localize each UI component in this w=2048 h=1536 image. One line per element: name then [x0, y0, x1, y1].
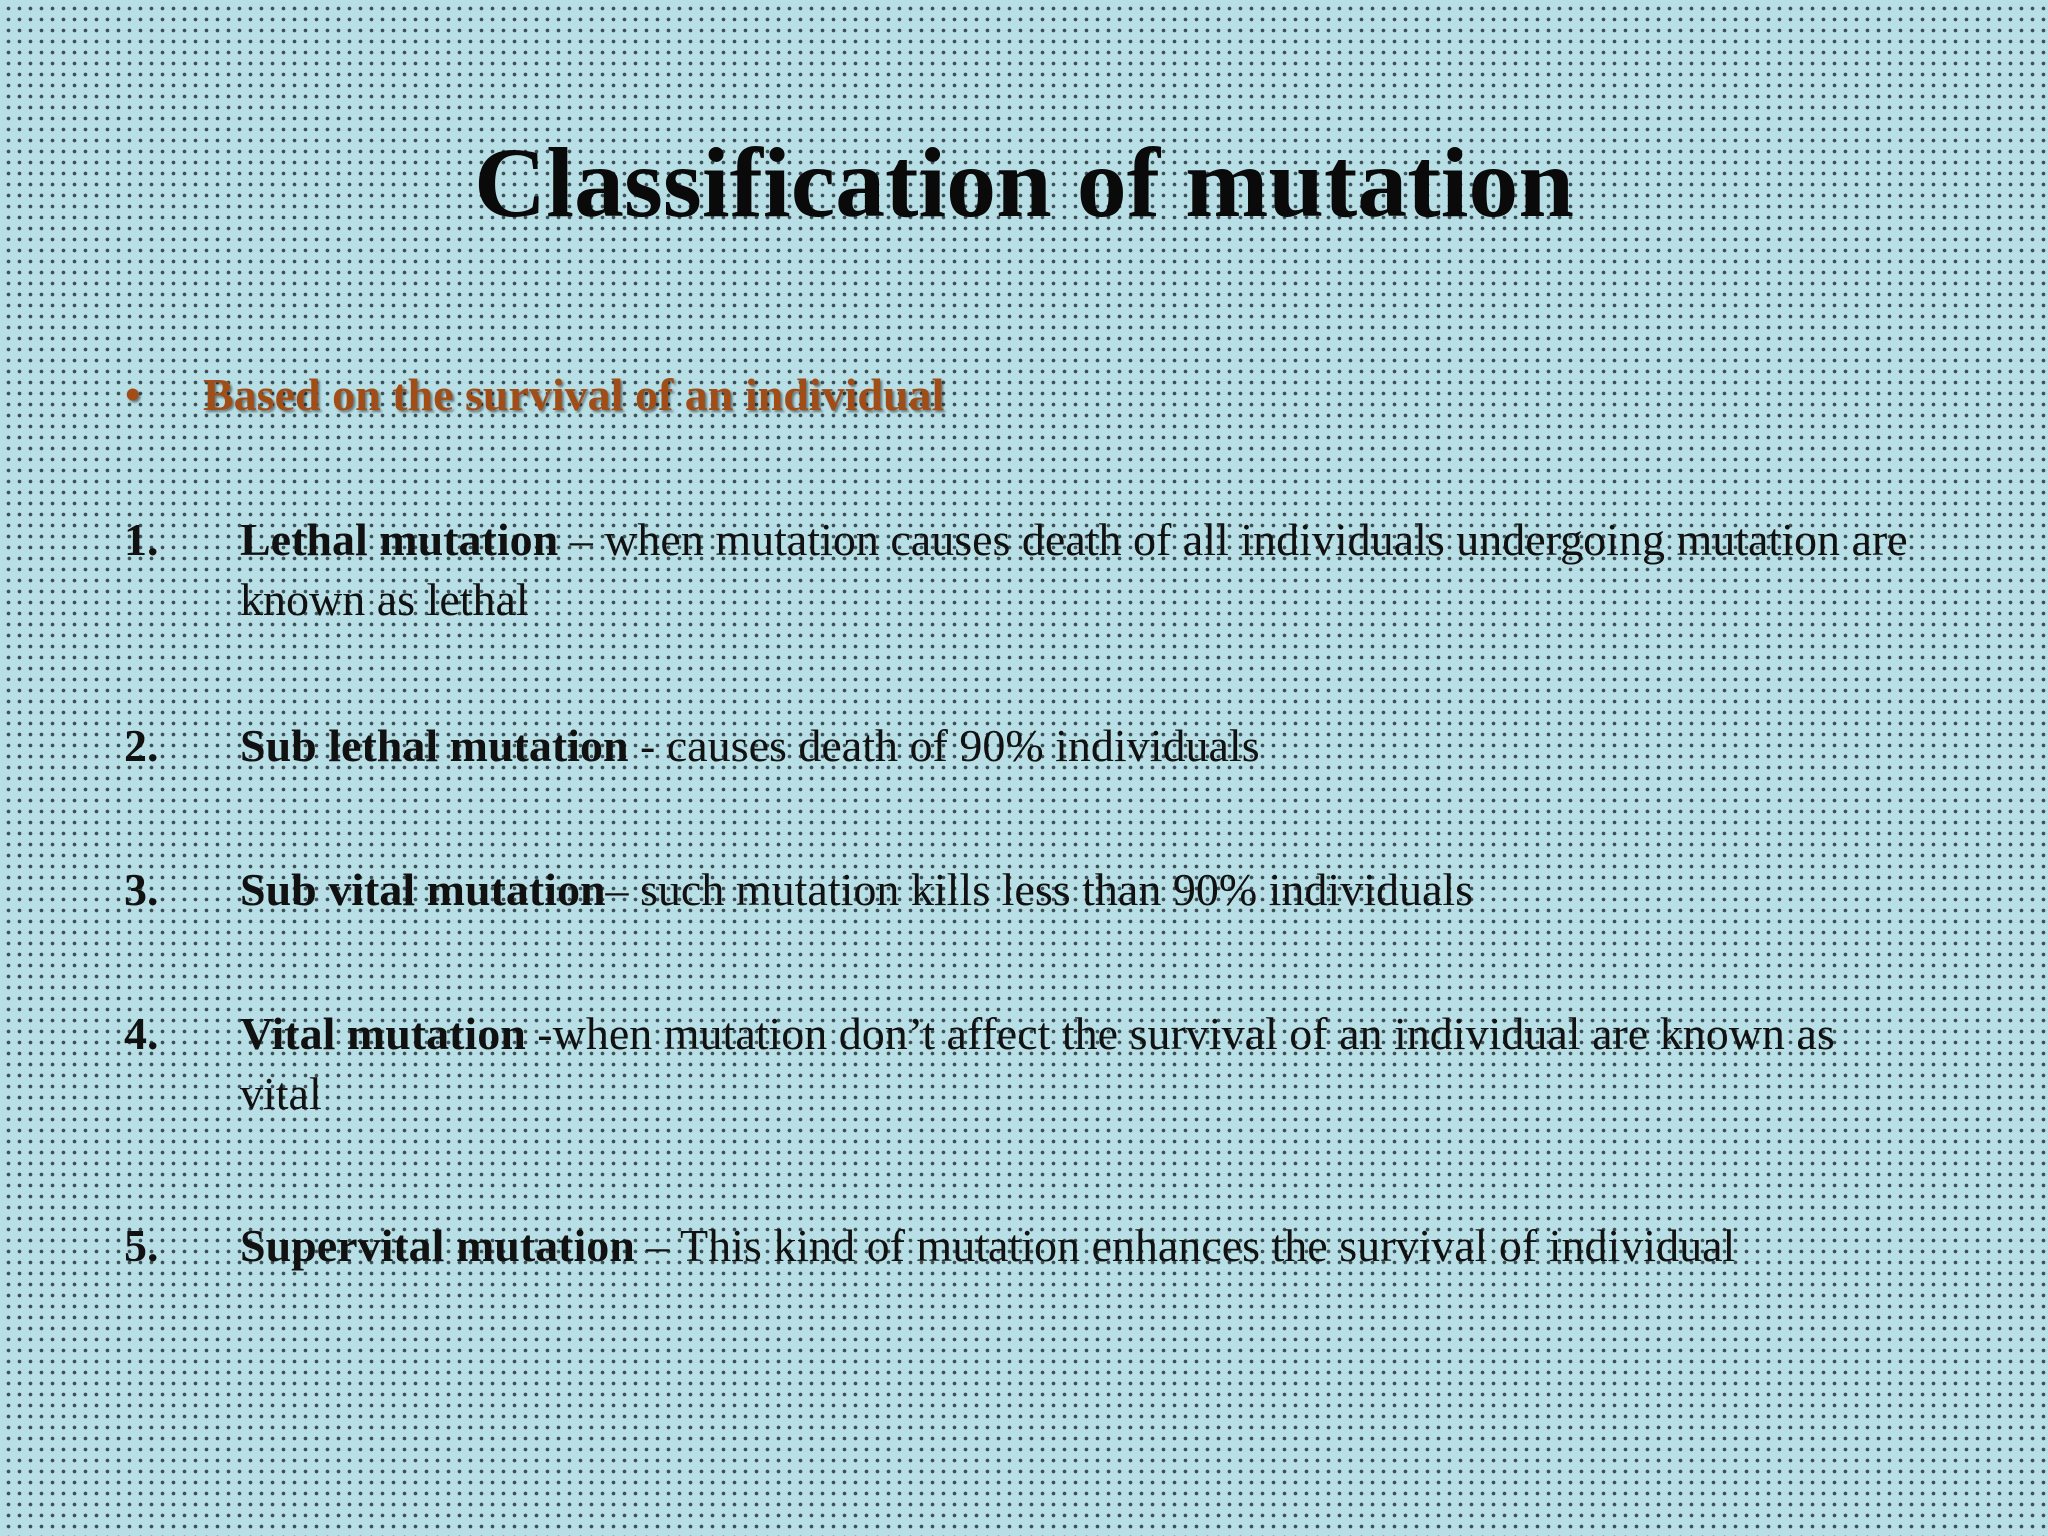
list-item-supervital [124, 1216, 1924, 1276]
item-number: 3. [124, 864, 159, 915]
list-item-sub-lethal [124, 716, 1924, 776]
list-item-lethal [124, 510, 1924, 630]
subtitle-row [125, 368, 944, 421]
item-description: - causes death of 90% individuals [628, 720, 1260, 771]
list-item-vital [124, 1004, 1924, 1124]
item-term: Lethal mutation [240, 514, 559, 565]
slide-subtitle: Based on the survival of an individual [203, 369, 945, 420]
item-term: Supervital mutation [240, 1220, 635, 1271]
item-body [240, 1004, 1920, 1124]
item-term: Sub lethal mutation [240, 720, 629, 771]
item-description: – This kind of mutation enhances the survival of individual [634, 1220, 1736, 1271]
item-body [240, 510, 1920, 630]
item-body [240, 1216, 1920, 1276]
bullet-icon: • [125, 370, 141, 419]
item-number: 4. [124, 1008, 159, 1059]
item-number: 1. [124, 514, 159, 565]
item-number: 5. [124, 1220, 159, 1271]
item-description: – when mutation causes death of all individuals undergoing mutation are known as lethal [240, 514, 1908, 625]
list-item-sub-vital [124, 860, 1924, 920]
item-description: – such mutation kills less than 90% individuals [605, 864, 1474, 915]
item-term: Sub vital mutation [240, 864, 606, 915]
item-body [240, 716, 1920, 776]
item-number: 2. [124, 720, 159, 771]
slide-title: Classification of mutation [474, 127, 1574, 238]
item-description: -when mutation don’t affect the survival of an individual are known as vital [240, 1008, 1835, 1119]
item-body [240, 860, 1920, 920]
item-term: Vital mutation [240, 1008, 526, 1059]
